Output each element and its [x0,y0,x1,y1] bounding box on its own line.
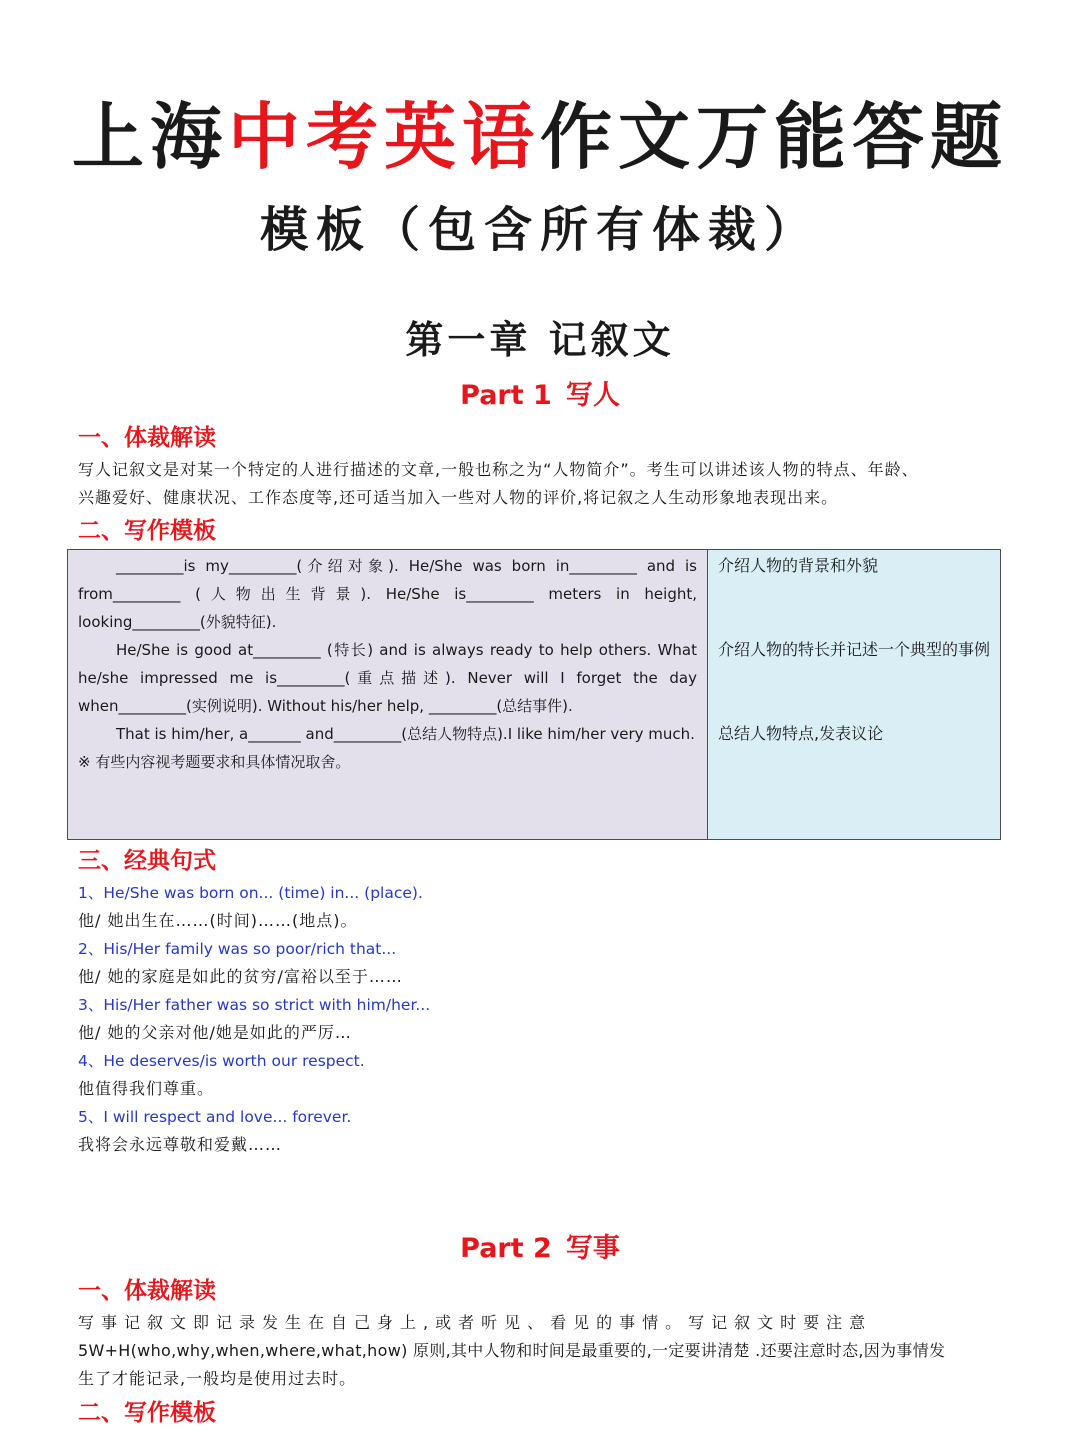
template-paragraph-2: He/She is good at_________ (特长) and is always ready to help others. What he/she impressed me is_________(重点描述). Never will I forget the day when_________(实例说明). Without his/her help, _________(总结事件). [78,641,697,715]
sentence-cn-2: 他/ 她的家庭是如此的贫穷/富裕以至于…… [78,967,403,986]
part1-label: Part 1 [460,380,552,411]
template-notes-cell [708,550,1000,839]
part2-heading [0,1231,1080,1267]
part1-heading [0,378,1080,414]
sentence-en-5: 5、I will respect and love... forever. [78,1108,352,1126]
part1-name: 写人 [565,380,620,411]
sentence-en-4: 4、He deserves/is worth our respect. [78,1052,365,1070]
part2-sec1-line1: 写事记叙文即记录发生在自己身上,或者听见、看见的事情。写记叙文时要注意 [78,1313,873,1332]
part2-label: Part 2 [460,1233,552,1264]
part2-sec1-heading: 一、体裁解读 [78,1278,216,1304]
sentence-cn-3: 他/ 她的父亲对他/她是如此的严厉… [78,1023,352,1042]
template-paragraph-3: That is him/her, a_______ and_________(总结人物特点).I like him/her very much. [116,725,695,743]
title-prefix: 上海 [71,95,228,179]
sentence-cn-5: 我将会永远尊敬和爱戴…… [78,1135,283,1154]
title-suffix: 作文万能答题 [540,95,1009,179]
page-subtitle: 模板（包含所有体裁） [259,202,820,258]
template-note-2: 介绍人物的特长并记述一个典型的事例 [718,640,991,659]
sentence-en-2: 2、His/Her family was so poor/rich that... [78,940,397,958]
writing-template-table [67,549,1001,840]
template-note-1: 介绍人物的背景和外貌 [718,556,879,575]
template-note: ※ 有些内容视考题要求和具体情况取舍。 [78,753,351,771]
template-note-3: 总结人物特点,发表议论 [718,724,884,743]
part1-sec1-line1: 写人记叙文是对某一个特定的人进行描述的文章,一般也称之为“人物简介”。考生可以讲述该人物的特点、年龄、 [78,460,919,479]
part1-sec1-heading: 一、体裁解读 [78,425,216,451]
title-highlight: 中考英语 [227,95,540,179]
page-title [0,92,1080,182]
part2-sec2-heading: 二、写作模板 [78,1400,216,1426]
sentence-en-1: 1、He/She was born on... (time) in... (place). [78,884,423,902]
part2-sec1-line3: 生了才能记录,一般均是使用过去时。 [78,1369,357,1388]
part1-sec1-line2: 兴趣爱好、健康状况、工作态度等,还可适当加入一些对人物的评价,将记叙之人生动形象地表现出来。 [78,488,839,507]
template-paragraph-1: _________is my_________(介绍对象). He/She was born in_________ and is from_________ (人物出生背景). He/She is_________ meters in height, looking_________(外貌特征). [78,557,697,631]
part1-sec2-heading: 二、写作模板 [78,518,216,544]
part1-sec3-heading: 三、经典句式 [78,848,216,874]
sentence-cn-1: 他/ 她出生在……(时间)……(地点)。 [78,911,358,930]
chapter-title: 第一章 记叙文 [405,318,675,362]
sentence-en-3: 3、His/Her father was so strict with him/her... [78,996,431,1014]
template-text-cell [68,550,708,839]
part2-sec1-line2: 5W+H(who,why,when,where,what,how) 原则,其中人物和时间是最重要的,一定要讲清楚 .还要注意时态,因为事情发 [78,1341,946,1360]
part2-name: 写事 [565,1233,620,1264]
sentence-cn-4: 他值得我们尊重。 [78,1079,215,1098]
